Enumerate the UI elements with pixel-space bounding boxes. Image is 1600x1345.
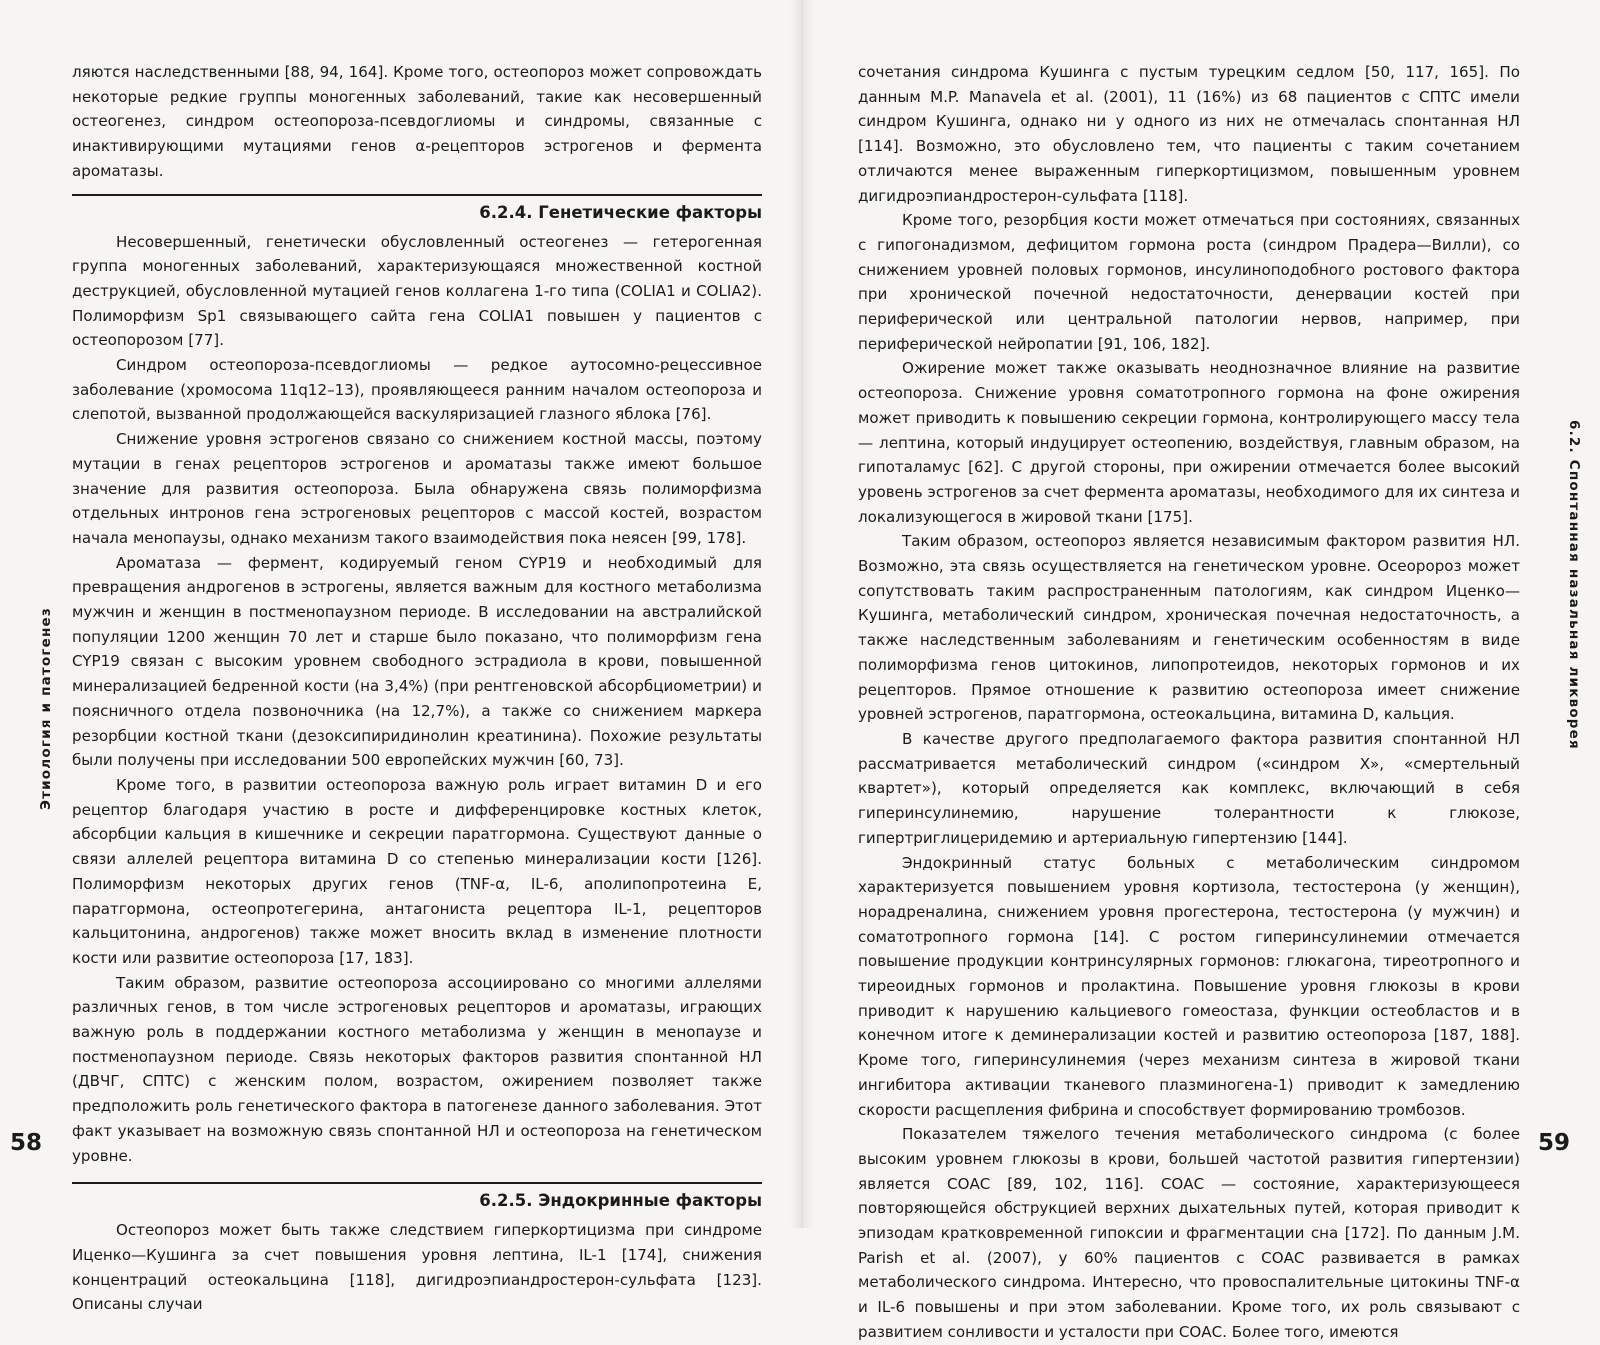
section-heading-genetic-factors: 6.2.4. Генетические факторы <box>72 194 762 224</box>
paragraph: Остеопороз может быть также следствием гиперкортицизма при синдроме Иценко—Кушинга за счет повышения уровня лептина, IL-1 [174], снижения концентраций остеокальцина [118], дигидроэпиандростерон-сульфата [123]. Описаны случаи <box>72 1221 762 1314</box>
paragraph: Эндокринный статус больных с метаболическим синдромом характеризуется повышением уровня кортизола, тестостерона (у женщин), норадреналина, снижением уровня прогестерона, тестостерона (у мужчин) и соматотропного гормона [14]. С ростом гиперинсулинемии отмечается повышение продукции контринсулярных гормонов: глюкагона, тиреотропного и тиреоидных гормонов и пролактина. Повышение уровня глюкозы в крови приводит к нарушению кальциевого гомеостаза, функции остеобластов и в конечном итоге к деминерализации костей и развитию остеопороза [187, 188]. Кроме того, гиперинсулинемия (через механизм синтеза в жировой ткани ингибитора активации тканевого плазминогена-1) приводит к замедлению скорости расщепления фибрина и способствует формированию тромбозов. <box>858 853 1520 1119</box>
left-intro-paragraph: ляются наследственными [88, 94, 164]. Кроме того, остеопороз может сопровождать некоторые редкие группы моногенных заболеваний, такие как несовершенный остеогенез, синдром остеопороза-псевдоглиомы и синдромы, связанные с инактивирующими мутациями генов α-рецепторов эстрогенов и фермента ароматазы. <box>72 63 762 180</box>
paragraph: Ожирение может также оказывать неоднозначное влияние на развитие остеопороза. Снижение уровня соматотропного гормона на фоне ожирения может приводить к повышению секреции гормона, контролирующего массу тела — лептина, который индуцирует остеопению, воздействуя, главным образом, на гипоталамус [62]. С другой стороны, при ожирении отмечается более высокий уровень эстрогенов за счет фермента ароматазы, необходимого для их синтеза и локализующегося в жировой ткани [175]. <box>858 359 1520 526</box>
paragraph: Показателем тяжелого течения метаболического синдрома (с более высоким уровнем глюкозы в крови, большей частотой развития гипертензии) является СОАС [89, 102, 116]. СОАС — состояние, характеризующееся повторяющейся обструкцией верхних дыхательных путей, которая приводит к эпизодам кратковременной гипоксии и фрагментации сна [172]. По данным J.M. Parish et al. (2007), у 60% пациентов с СОАС развивается в рамках метаболического синдрома. Интересно, что провоспалительные цитокины TNF-α и IL-6 повышены и при этом заболевании. Кроме того, их роль связывают с развитием сонливости и усталости при СОАС. Более того, имеются <box>858 1125 1520 1341</box>
paragraph: В качестве другого предполагаемого фактора развития спонтанной НЛ рассматривается метаболический синдром («синдром X», «смертельный квартет»), который определяется как комплекс, включающий в себя гиперинсулинемию, нарушение толерантности к глюкозе, гипертриглицеридемию и артериальную гипертензию [144]. <box>858 729 1520 847</box>
left-running-head: Этиология и патогенез <box>38 607 54 810</box>
paragraph: Таким образом, развитие остеопороза ассоциировано со многими аллелями различных генов, в том числе эстрогеновых рецепторов и ароматазы, играющих важную роль в поддержании костного метаболизма у женщин в менопаузе и постменопаузном периоде. Связь некоторых факторов развития спонтанной НЛ (ДВЧГ, СПТС) с женским полом, возрастом, ожирением позволяет также предположить роль генетического фактора в патогенезе данного заболевания. Этот факт указывает на возможную связь спонтанной НЛ и остеопороза на генетическом уровне. <box>72 973 762 1165</box>
page-number-left: 58 <box>10 1130 43 1156</box>
paragraph: Синдром остеопороза-псевдоглиомы — редкое аутосомно-рецессивное заболевание (хромосома 11q12–13), проявляющееся ранним началом остеопороза и слепотой, вызванной продолжающейся васкуляризацией глазного яблока [76]. <box>72 356 762 424</box>
paragraph: Таким образом, остеопороз является независимым фактором развития НЛ. Возможно, эта связь осуществляется на генетическом уровне. Осеоророз может сопутствовать таким распространенным патологиям, как синдром Иценко—Кушинга, метаболический синдром, хроническая почечная недостаточность, а также наследственным заболеваниям и генетическим особенностям в виде полиморфизма генов цитокинов, липопротеидов, некоторых гормонов и их рецепторов. Прямое отношение к развитию остеопороза имеет снижение уровней эстрогенов, паратгормона, остеокальцина, витамина D, кальция. <box>858 532 1520 724</box>
paragraph: Снижение уровня эстрогенов связано со снижением костной массы, поэтому мутации в генах рецепторов эстрогенов и ароматазы также имеют большое значение для развития остеопороза. Была обнаружена связь полиморфизма отдельных интронов гена эстрогеновых рецепторов с массой костей, возрастом начала менопаузы, однако механизм такого взаимодействия пока неясен [99, 178]. <box>72 430 762 547</box>
right-running-head: 6.2. Спонтанная назальная ликворея <box>1566 420 1582 750</box>
paragraph: Несовершенный, генетически обусловленный остеогенез — гетерогенная группа моногенных заболеваний, характеризующаяся множественной костной деструкцией, обусловленной мутацией генов коллагена 1-го типа (COLIA1 и COLIA2). Полиморфизм Sp1 связывающего сайта гена COLIA1 повышен у пациентов с остеопорозом [77]. <box>72 232 762 350</box>
paragraph: Кроме того, в развитии остеопороза важную роль играет витамин D и его рецептор благодаря участию в росте и дифференцировке костных клеток, абсорбции кальция в кишечнике и секреции паратгормона. Существуют данные о связи аллелей рецептора витамина D со степенью минерализации кости [126]. Полиморфизм некоторых других генов (TNF-α, IL-6, аполипопротеина E, паратгормона, остеопротегерина, антагониста рецептора IL-1, рецепторов кальцитонина, андрогенов) также может вносить вклад в изменение плотности кости или развитие остеопороза [17, 183]. <box>72 775 762 967</box>
paragraph: Кроме того, резорбция кости может отмечаться при состояниях, связанных с гипогонадизмом, дефицитом гормона роста (синдром Прадера—Вилли), со снижением уровней половых гормонов, инсулиноподобного ростового фактора при хронической почечной недостаточности, денервации костей при периферической или центральной патологии нервов, например, при периферической нейропатии [91, 106, 182]. <box>858 211 1520 353</box>
paragraph: сочетания синдрома Кушинга с пустым турецким седлом [50, 117, 165]. По данным M.P. Manavela et al. (2001), 11 (16%) из 68 пациентов с СПТС имели синдром Кушинга, однако ни у одного из них не отмечалась спонтанная НЛ [114]. Возможно, это обусловлено тем, что пациенты с таким сочетанием отличаются менее выраженным гиперкортицизмом, повышенным уровнем дигидроэпиандростерон-сульфата [118]. <box>858 63 1520 205</box>
left-page-column <box>72 60 762 1317</box>
section-heading-endocrine-factors: 6.2.5. Эндокринные факторы <box>72 1182 762 1212</box>
book-gutter <box>790 0 814 1228</box>
paragraph: Ароматаза — фермент, кодируемый геном CYP19 и необходимый для превращения андрогенов в эстрогены, является важным для костного метаболизма мужчин и женщин в постменопаузном периоде. В исследовании на австралийской популяции 1200 женщин 70 лет и старше было показано, что полиморфизм гена CYP19 связан с высоким уровнем свободного эстрадиола в крови, повышенной минерализацией бедренной кости (на 3,4%) (при рентгеновской абсорбциометрии) и поясничного отдела позвоночника (на 12,7%), а также со снижением маркера резорбции костной ткани (дезоксипиридинолин креатинина). Похожие результаты были получены при исследовании 500 европейских мужчин [60, 73]. <box>72 553 762 770</box>
page-number-right: 59 <box>1538 1130 1571 1156</box>
right-page-column <box>858 60 1520 1345</box>
